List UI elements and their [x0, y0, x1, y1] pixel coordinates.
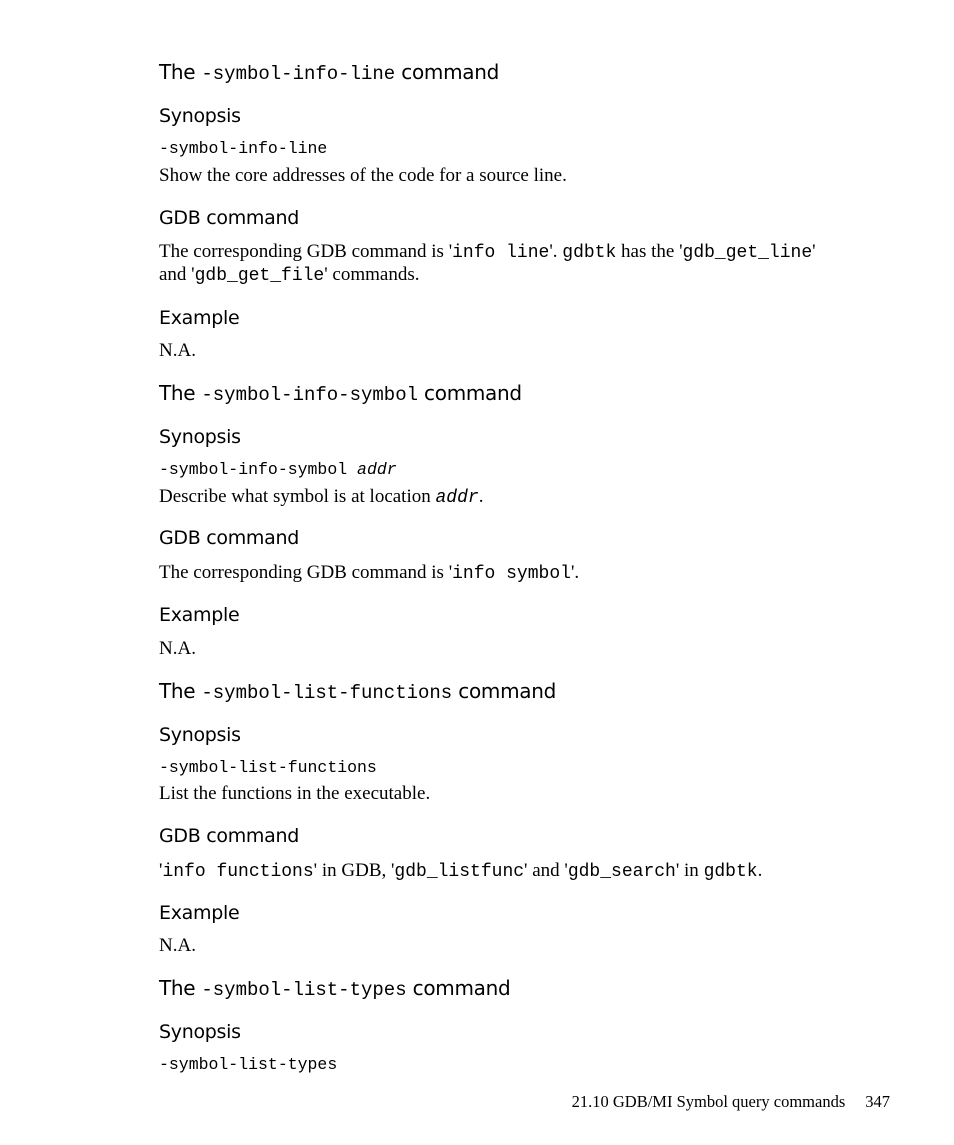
gdb-command-text-cont: and 'gdb_get_file' commands.	[159, 264, 420, 286]
section-heading-symbol-list-types: The -symbol-list-types command	[159, 976, 511, 1001]
gdb-command-heading: GDB command	[159, 527, 299, 549]
synopsis-heading: Synopsis	[159, 1021, 241, 1043]
page-footer	[572, 1092, 890, 1112]
description: Describe what symbol is at location addr.	[159, 486, 484, 508]
synopsis-code: -symbol-list-functions	[159, 758, 377, 777]
command-name: -symbol-list-functions	[201, 682, 453, 704]
example-text: N.A.	[159, 340, 196, 361]
synopsis-heading: Synopsis	[159, 105, 241, 127]
gdb-command-text: The corresponding GDB command is 'info line'. gdbtk has the 'gdb_get_line'	[159, 241, 816, 263]
example-heading: Example	[159, 902, 240, 924]
description: Show the core addresses of the code for a source line.	[159, 165, 567, 186]
example-heading: Example	[159, 604, 240, 626]
page-number: 347	[865, 1092, 890, 1111]
description: List the functions in the executable.	[159, 783, 431, 804]
example-heading: Example	[159, 307, 240, 329]
gdb-command-text: 'info functions' in GDB, 'gdb_listfunc' and 'gdb_search' in gdbtk.	[159, 860, 763, 882]
command-name: -symbol-list-types	[201, 979, 407, 1001]
section-heading-symbol-info-line: The -symbol-info-line command	[159, 60, 499, 85]
section-heading-symbol-list-functions: The -symbol-list-functions command	[159, 679, 556, 704]
synopsis-code: -symbol-list-types	[159, 1055, 338, 1074]
example-text: N.A.	[159, 935, 196, 956]
synopsis-heading: Synopsis	[159, 724, 241, 746]
synopsis-heading: Synopsis	[159, 426, 241, 448]
gdb-command-heading: GDB command	[159, 825, 299, 847]
command-name: -symbol-info-line	[201, 63, 396, 85]
command-name: -symbol-info-symbol	[201, 384, 418, 406]
example-text: N.A.	[159, 638, 196, 659]
section-heading-symbol-info-symbol: The -symbol-info-symbol command	[159, 381, 522, 406]
footer-section-title: 21.10 GDB/MI Symbol query commands	[571, 1092, 846, 1111]
synopsis-code: -symbol-info-symbol addr	[159, 460, 397, 479]
gdb-command-text: The corresponding GDB command is 'info symbol'.	[159, 562, 580, 584]
synopsis-code: -symbol-info-line	[159, 139, 328, 158]
gdb-command-heading: GDB command	[159, 207, 299, 229]
